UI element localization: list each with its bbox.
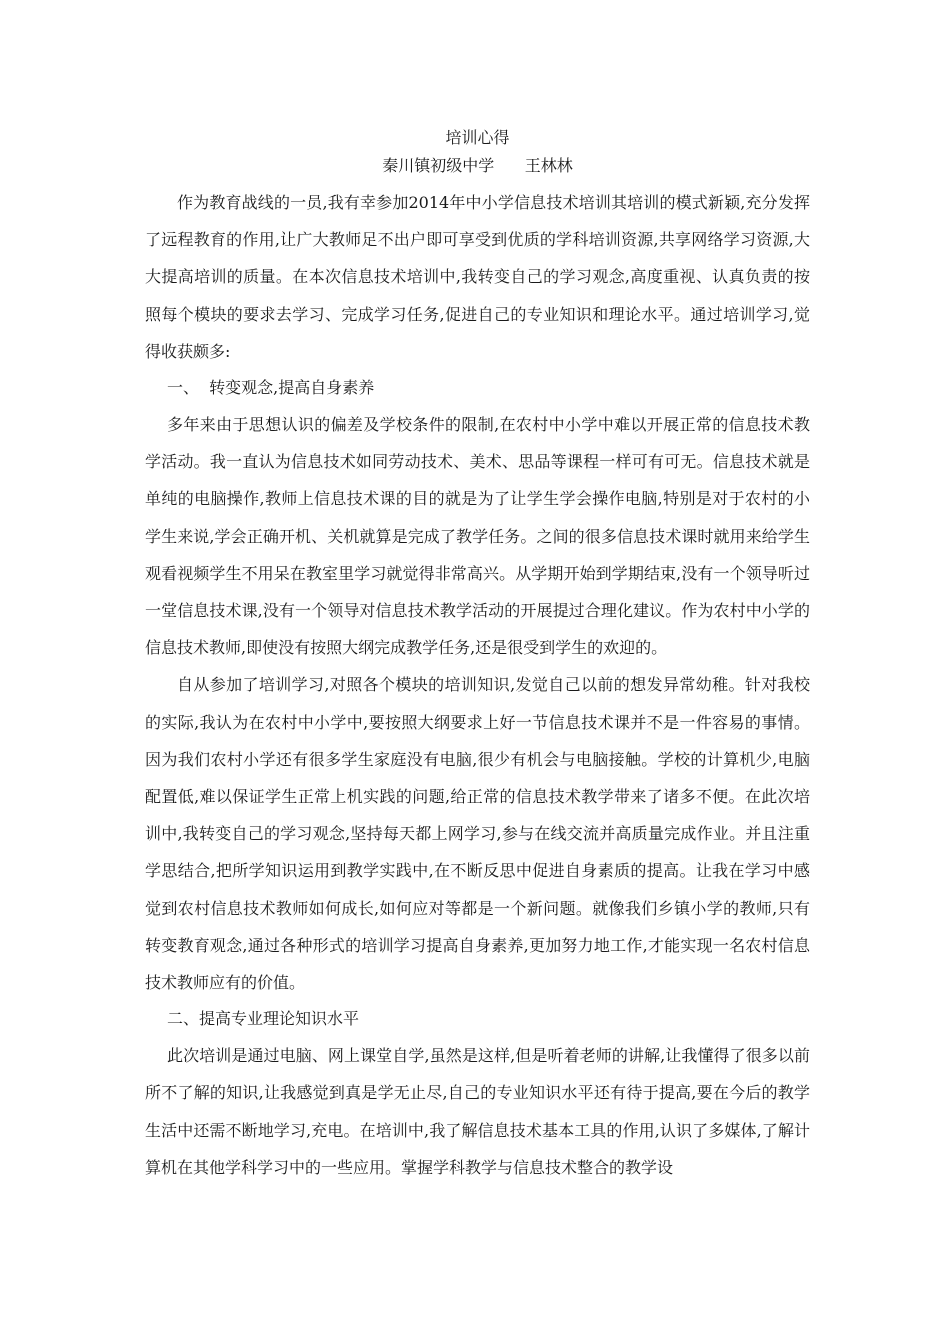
document-body	[145, 122, 810, 1186]
paragraph-section1-b: 自从参加了培训学习,对照各个模块的培训知识,发觉自己以前的想发异常幼稚。针对我校的实际,我认为在农村中小学中,要按照大纲要求上好一节信息技术课并不是一件容易的事情。因为我们农村小学还有很多学生家庭没有电脑,很少有机会与电脑接触。学校的计算机少,电脑配置低,难以保证学生正常上机实践的问题,给正常的信息技术教学带来了诸多不便。在此次培训中,我转变自己的学习观念,坚持每天都上网学习,参与在线交流并高质量完成作业。并且注重学思结合,把所学知识运用到教学实践中,在不断反思中促进自身素质的提高。让我在学习中感觉到农村信息技术教师如何成长,如何应对等都是一个新问题。就像我们乡镇小学的教师,只有转变教育观念,通过各种形式的培训学习提高自身素养,更加努力地工作,才能实现一名农村信息技术教师应有的价值。	[145, 675, 810, 993]
paragraph-section1-a: 多年来由于思想认识的偏差及学校条件的限制,在农村中小学中难以开展正常的信息技术教学活动。我一直认为信息技术如同劳动技术、美术、思品等课程一样可有可无。信息技术就是单纯的电脑操作,教师上信息技术课的目的就是为了让学生学会操作电脑,特别是对于农村的小学生来说,学会正确开机、关机就算是完成了教学任务。之间的很多信息技术课时就用来给学生观看视频学生不用呆在教室里学习就觉得非常高兴。从学期开始到学期结束,没有一个领导听过一堂信息技术课,没有一个领导对信息技术教学活动的开展提过合理化建议。作为农村中小学的信息技术教师,即使没有按照大纲完成教学任务,还是很受到学生的欢迎的。	[145, 415, 810, 658]
document-title: 培训心得	[445, 128, 510, 147]
section-heading-1: 一、 转变观念,提高自身素养	[167, 378, 375, 398]
paragraph-section2-a: 此次培训是通过电脑、网上课堂自学,虽然是这样,但是听着老师的讲解,让我懂得了很多以前所不了解的知识,让我感觉到真是学无止尽,自己的专业知识水平还有待于提高,要在今后的教学生活中还需不断地学习,充电。在培训中,我了解信息技术基本工具的作用,认识了多媒体,了解计算机在其他学科学习中的一些应用。掌握学科教学与信息技术整合的教学设	[145, 1046, 810, 1177]
author-byline: 秦川镇初级中学 王林林	[382, 156, 573, 175]
section-heading-2: 二、提高专业理论知识水平	[167, 1009, 360, 1029]
paragraph-intro: 作为教育战线的一员,我有幸参加2014年中小学信息技术培训其培训的模式新颖,充分发挥了远程教育的作用,让广大教师足不出户即可享受到优质的学科培训资源,共享网络学习资源,大大提高培训的质量。在本次信息技术培训中,我转变自己的学习观念,高度重视、认真负责的按照每个模块的要求去学习、完成学习任务,促进自己的专业知识和理论水平。通过培训学习,觉得收获颇多:	[145, 193, 810, 361]
